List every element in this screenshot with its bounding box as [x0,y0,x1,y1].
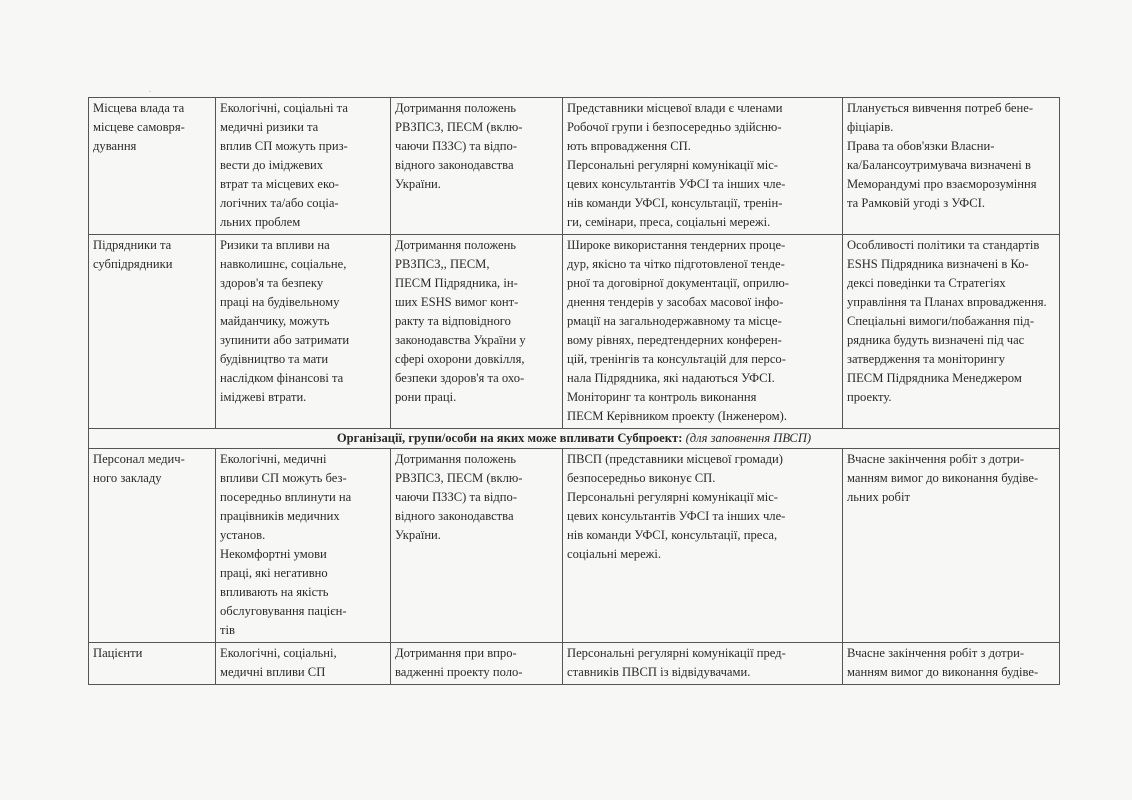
cell-line: рної та договірної документації, оприлю- [567,276,789,290]
cell-line: ESHS Підрядника визначені в Ко- [847,257,1029,271]
cell-line: ставників ПВСП із відвідувачами. [567,665,751,679]
cell-line: праці, які негативно [220,566,328,580]
cell-line: навколишнє, соціальне, [220,257,347,271]
cell-line: Широке використання тендерних проце- [567,238,786,252]
cell-line: ПЕСМ Підрядника, ін- [395,276,518,290]
cell-line: ного закладу [93,471,162,485]
cell-line: медичні впливи СП [220,665,326,679]
cell-line: Спеціальні вимоги/побажання під- [847,314,1035,328]
cell-requirements [391,643,563,685]
cell-requirements [391,235,563,429]
cell-line: фіціарів. [847,120,894,134]
cell-line: здоров'я та безпеку [220,276,324,290]
cell-line: манням вимог до виконання будіве- [847,665,1039,679]
cell-stakeholder [89,643,216,685]
cell-line: субпідрядники [93,257,173,271]
cell-line: Некомфортні умови [220,547,327,561]
cell-line: обслуговування пацієн- [220,604,347,618]
cell-line: Вчасне закінчення робіт з дотри- [847,452,1025,466]
section-header-row [89,429,1060,449]
cell-line: Дотримання положень [395,238,517,252]
cell-line: Дотримання при впро- [395,646,517,660]
cell-line: Моніторинг та контроль виконання [567,390,757,404]
cell-line: ка/Балансоутримувача визначені в [847,158,1031,172]
cell-line: вадженні проекту поло- [395,665,523,679]
cell-line: льних проблем [220,215,301,229]
cell-line: ПВСП (представники місцевої громади) [567,452,783,466]
cell-line: наслідком фінансові та [220,371,344,385]
cell-line: дур, якісно та чітко підготовленої тенде- [567,257,785,271]
table-body-bottom [89,449,1060,685]
cell-impact [216,235,391,429]
cell-line: рмації на загальнодержавному та місце- [567,314,782,328]
cell-stakeholder [89,449,216,643]
cell-line: установ. [220,528,266,542]
cell-line: цевих консультантів УФСІ та інших чле- [567,509,786,523]
cell-line: Персональні регулярні комунікації міс- [567,158,778,172]
cell-engagement [563,643,843,685]
cell-line: манням вимог до виконання будіве- [847,471,1039,485]
cell-line: чаючи ПЗЗС) та відпо- [395,490,518,504]
cell-line: вести до іміджевих [220,158,324,172]
cell-line: Пацієнти [93,646,143,660]
cell-line: ПЕСМ Підрядника Менеджером [847,371,1022,385]
cell-line: відного законодавства [395,509,514,523]
cell-line: медичні ризики та [220,120,319,134]
cell-line: працівників медичних [220,509,340,523]
cell-line: дування [93,139,137,153]
cell-requirements [391,98,563,235]
cell-line: цій, тренінгів та консультацій для персо- [567,352,786,366]
cell-line: ють впровадження СП. [567,139,691,153]
cell-line: Персональні регулярні комунікації міс- [567,490,778,504]
cell-line: льних робіт [847,490,910,504]
cell-line: втрат та місцевих еко- [220,177,339,191]
cell-line: Персональні регулярні комунікації пред- [567,646,786,660]
cell-line: Підрядники та [93,238,172,252]
cell-line: відного законодавства [395,158,514,172]
table-body-top [89,98,1060,429]
cell-line: іміджеві втрати. [220,390,307,404]
cell-line: Місцева влада та [93,101,185,115]
cell-line: рядника будуть визначені під час [847,333,1025,347]
cell-line: тів [220,623,235,637]
cell-line: безпеки здоров'я та охо- [395,371,525,385]
cell-expectations [843,235,1060,429]
cell-line: Дотримання положень [395,452,517,466]
cell-requirements [391,449,563,643]
cell-expectations [843,643,1060,685]
scan-speck: · [148,86,152,98]
cell-line: посередньо вплинути на [220,490,352,504]
stakeholder-table [88,97,1060,685]
cell-line: ракту та відповідного [395,314,511,328]
cell-line: ших ESHS вимог конт- [395,295,519,309]
cell-impact [216,643,391,685]
cell-expectations [843,98,1060,235]
cell-line: вому рівнях, передтендерних конферен- [567,333,782,347]
cell-stakeholder [89,235,216,429]
cell-line: рони праці. [395,390,457,404]
cell-line: логічних та/або соціа- [220,196,339,210]
table-row [89,235,1060,429]
cell-line: ПЕСМ Керівником проекту (Інженером). [567,409,787,423]
table-row [89,449,1060,643]
cell-line: затвердження та моніторингу [847,352,1006,366]
cell-line: та Рамковій угоді з УФСІ. [847,196,986,210]
cell-line: РВЗПСЗ,, ПЕСМ, [395,257,490,271]
cell-line: нала Підрядника, які надаються УФСІ. [567,371,775,385]
cell-line: ги, семінари, преса, соціальні мережі. [567,215,771,229]
cell-line: дексі поведінки та Стратегіях [847,276,1006,290]
cell-line: Ризики та впливи на [220,238,330,252]
cell-line: впливають на якість [220,585,329,599]
cell-impact [216,98,391,235]
section-note: (для заповнення ПВСП) [685,431,812,445]
cell-line: соціальні мережі. [567,547,662,561]
cell-line: будівництво та мати [220,352,329,366]
cell-line: Особливості політики та стандартів [847,238,1040,252]
cell-line: управління та Планах впровадження. [847,295,1047,309]
cell-line: РВЗПСЗ, ПЕСМ (вклю- [395,471,523,485]
cell-line: України. [395,177,441,191]
cell-line: Екологічні, соціальні, [220,646,337,660]
cell-line: України. [395,528,441,542]
cell-line: майданчику, можуть [220,314,330,328]
cell-line: проекту. [847,390,892,404]
cell-engagement [563,235,843,429]
table-row [89,643,1060,685]
cell-engagement [563,449,843,643]
cell-line: Робочої групи і безпосередньо здійсню- [567,120,782,134]
cell-line: зупинити або затримати [220,333,350,347]
cell-line: Дотримання положень [395,101,517,115]
cell-line: Вчасне закінчення робіт з дотри- [847,646,1025,660]
cell-expectations [843,449,1060,643]
cell-line: місцеве самовря- [93,120,185,134]
cell-line: цевих консультантів УФСІ та інших чле- [567,177,786,191]
cell-line: чаючи ПЗЗС) та відпо- [395,139,518,153]
cell-line: РВЗПСЗ, ПЕСМ (вклю- [395,120,523,134]
cell-line: сфері охорони довкілля, [395,352,525,366]
cell-line: вплив СП можуть приз- [220,139,348,153]
cell-line: нів команди УФСІ, консультації, тренін- [567,196,783,210]
section-header-cell [89,429,1060,449]
cell-line: Права та обов'язки Власни- [847,139,995,153]
cell-line: безпосередньо виконує СП. [567,471,716,485]
cell-engagement [563,98,843,235]
cell-stakeholder [89,98,216,235]
cell-line: законодавства України у [395,333,526,347]
cell-line: днення тендерів у засобах масової інфо- [567,295,784,309]
cell-line: Представники місцевої влади є членами [567,101,783,115]
cell-line: нів команди УФСІ, консультації, преса, [567,528,778,542]
cell-line: Планується вивчення потреб бене- [847,101,1034,115]
table-row [89,98,1060,235]
cell-line: Екологічні, медичні [220,452,327,466]
cell-line: праці на будівельному [220,295,340,309]
cell-line: Персонал медич- [93,452,185,466]
table-body-section [89,429,1060,449]
cell-line: Меморандумі про взаєморозуміння [847,177,1037,191]
cell-line: Екологічні, соціальні та [220,101,348,115]
section-title: Організації, групи/особи на яких може впливати Субпроект: [336,431,683,445]
cell-line: впливи СП можуть без- [220,471,347,485]
cell-impact [216,449,391,643]
